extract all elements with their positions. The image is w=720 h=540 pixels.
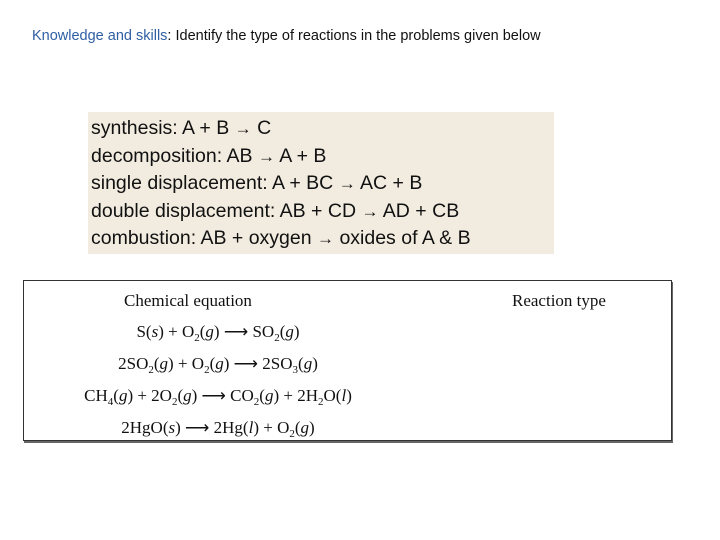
instruction-header xyxy=(32,28,712,44)
reaction-type-decomposition xyxy=(91,143,554,171)
column-header-type: Reaction type xyxy=(512,291,606,310)
equation-3: $CH_4(g) + 2O_2(g)$ ⟶ $CO_2(g) + 2H_2O(l)$ xyxy=(84,386,352,408)
type-label: combustion: AB + oxygen xyxy=(91,227,312,250)
type-result: A + B xyxy=(279,144,327,167)
equation-2: $2SO_2(g) + O_2(g)$ ⟶ $2SO_3(g)$ xyxy=(118,354,318,376)
type-label: synthesis: A + B xyxy=(91,117,230,139)
reaction-type-double-displacement xyxy=(91,198,554,226)
header-text: : Identify the type of reactions in the problems given below xyxy=(167,28,541,44)
arrow-icon: → xyxy=(338,174,356,194)
arrow-icon: → xyxy=(234,119,252,138)
reaction-type-single-displacement xyxy=(91,170,554,198)
equation-4: 2HgO(s) ⟶ $2Hg(l) + O_2(g)$ xyxy=(121,418,315,440)
arrow-icon: → xyxy=(361,201,379,221)
type-result: AC + B xyxy=(360,172,423,195)
arrow-icon: → xyxy=(257,146,275,166)
equations-table xyxy=(23,280,672,441)
type-label: single displacement: A + BC xyxy=(91,172,334,195)
type-label: decomposition: AB xyxy=(91,144,253,167)
type-label: double displacement: AB + CD xyxy=(91,199,357,222)
reaction-type-combustion xyxy=(91,225,554,253)
type-result: oxides of A & B xyxy=(339,227,471,250)
equation-1: $S(s) + O_2(g)$ ⟶ $SO_2(g)$ xyxy=(136,322,300,344)
type-result: AD + CB xyxy=(382,199,460,222)
header-accent: Knowledge and skills xyxy=(32,28,168,44)
column-header-equation: Chemical equation xyxy=(124,291,252,310)
arrow-icon: → xyxy=(317,229,335,249)
reaction-types-image xyxy=(88,112,554,254)
reaction-type-synthesis xyxy=(91,115,554,143)
type-result: C xyxy=(257,117,272,139)
